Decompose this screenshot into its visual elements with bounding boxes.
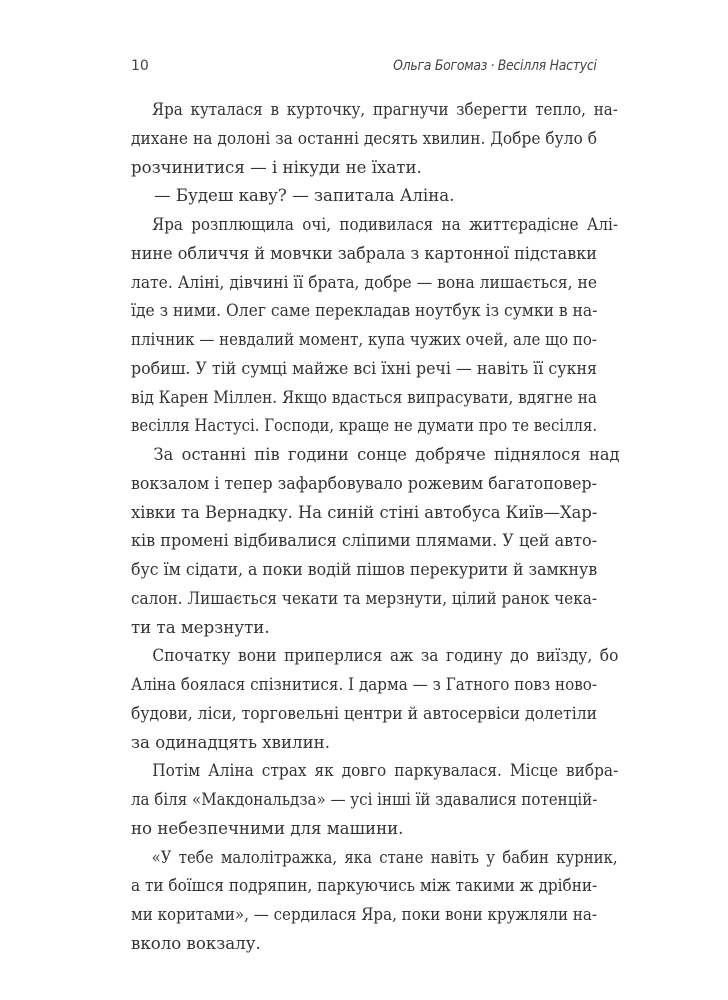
running-title (393, 58, 597, 74)
text-line: ти та мерзнути. (131, 617, 270, 637)
text-line: вколо вокзалу. (131, 933, 261, 953)
text-line: Яра куталася в курточку, прагнучи зберегти тепло, на- (151, 100, 618, 119)
book-title: Весілля Настусі (498, 58, 597, 74)
text-line: Аліна боялася спізнитися. І дарма — з Гатного повз ново- (131, 675, 597, 694)
text-line: «У тебе малолітражка, яка стане навіть у бабин курник, (151, 847, 618, 867)
author-name: Ольга Богомаз (393, 58, 488, 74)
body-text (131, 96, 620, 959)
text-line: ми коритами», — сердилася Яра, поки вони кружляли на- (131, 905, 597, 924)
text-line: ла біля «Макдональдза» — усі інші їй здавалися потенцій- (131, 790, 598, 809)
text-line: Спочатку вони приперлися аж за годину до виїзду, бо (152, 646, 619, 666)
text-line: салон. Лишається чекати та мерзнути, цілий ранок чека- (131, 588, 597, 608)
page-number: 10 (131, 58, 149, 74)
text-line: а ти боїшся подряпин, паркуючись між такими ж дрібни- (131, 876, 598, 896)
book-page (131, 0, 620, 1000)
text-line: вокзалом і тепер зафарбовувало рожевим багатоповер- (131, 473, 597, 493)
text-line: весілля Настусі. Господи, краще не думати про те весілля. (131, 416, 598, 436)
running-head (131, 58, 597, 78)
text-line: ків промені відбивалися сліпими плямами. У цей авто- (131, 531, 598, 551)
text-line: бус їм сідати, а поки водій пішов перекурити й замкнув (131, 560, 598, 579)
text-line: Потім Аліна страх як довго паркувалася. Місце вибра- (152, 761, 619, 781)
text-line: Яра розплющила очі, подивилася на життєрадісне Алі- (151, 215, 618, 234)
text-line: но небезпечними для машини. (131, 818, 404, 838)
text-line: їде з ними. Олег саме перекладав ноутбук із сумки в на- (131, 301, 598, 321)
text-line: від Карен Міллен. Якщо вдасться випрасувати, вдягне на (131, 387, 597, 407)
text-line: дихане на долоні за останні десять хвилин. Добре було б (131, 128, 597, 148)
text-line: будови, ліси, торговельні центри й автосервіси долетіли (131, 703, 597, 723)
text-line: За останні пів години сонце добряче піднялося над (153, 445, 620, 464)
text-line: нине обличчя й мовчки забрала з картонної підставки (131, 243, 597, 263)
text-line: лате. Аліні, дівчині її брата, добре — вона лишається, не (131, 272, 597, 292)
text-line: — Будеш каву? — запитала Аліна. (154, 186, 455, 206)
text-line: за одинадцять хвилин. (131, 732, 330, 752)
text-line: розчинитися — і нікуди не їхати. (131, 157, 422, 177)
text-line: плічник — невдалий момент, купа чужих очей, але що по- (131, 330, 597, 349)
header-separator: · (490, 58, 495, 74)
text-line: робиш. У тій сумці майже всі їхні речі — навіть її сукня (131, 358, 597, 378)
text-line: хівки та Вернадку. На синій стіні автобуса Київ—Хар- (131, 502, 598, 522)
